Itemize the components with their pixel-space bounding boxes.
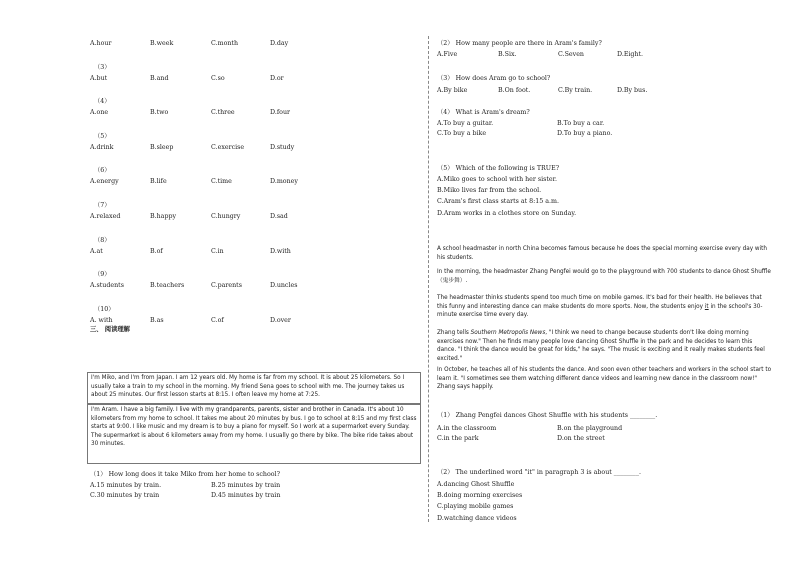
q1-option-a[interactable]: A.15 minutes by train. bbox=[90, 482, 162, 489]
question-number: （7） bbox=[94, 202, 111, 209]
option-a[interactable]: A.relaxed bbox=[90, 213, 121, 220]
option-c[interactable]: C.of bbox=[211, 316, 224, 324]
dq2-option-d[interactable]: D.watching dance videos bbox=[437, 515, 517, 522]
dq2-option-a[interactable]: A.dancing Ghost Shuffle bbox=[437, 481, 515, 488]
option-b[interactable]: B.of bbox=[150, 247, 163, 255]
option-d[interactable]: D.money bbox=[270, 178, 298, 186]
q1-option-d[interactable]: D.45 minutes by train bbox=[211, 492, 281, 499]
q3-question: （3） How does Aram go to school? bbox=[437, 75, 551, 82]
option-d[interactable]: D.sad bbox=[270, 213, 288, 220]
dance-p4-after: , "I think we need to change because students don't like doing morning exercises now." Then he finds many people love dancing Ghost Shuffle in the park and he decides to learn this dance. "I think the dance would be great for kids," he says. "The music is exciting and it really makes students feel excited." bbox=[437, 330, 765, 362]
option-a[interactable]: A.students bbox=[90, 282, 124, 290]
option-a[interactable]: A.but bbox=[90, 74, 108, 82]
passage-aram-box bbox=[87, 404, 421, 464]
dq1-option-a[interactable]: A.in the classroom bbox=[437, 425, 497, 432]
q5-option-c[interactable]: C.Aram's first class starts at 8:15 a.m. bbox=[437, 198, 560, 205]
option-c[interactable]: C.three bbox=[211, 109, 235, 117]
option-d[interactable]: D.uncles bbox=[270, 282, 298, 290]
q2-question: （2） How many people are there in Aram's family? bbox=[437, 40, 602, 47]
option-a[interactable]: A.one bbox=[90, 109, 109, 117]
dq1-option-c[interactable]: C.in the park bbox=[437, 435, 479, 442]
q3-option-d[interactable]: D.By bus. bbox=[617, 87, 648, 94]
q2-option-d[interactable]: D.Eight. bbox=[617, 51, 644, 58]
option-d[interactable]: D.or bbox=[270, 74, 284, 82]
option-d[interactable]: D.over bbox=[270, 316, 291, 324]
dq2-option-b[interactable]: B.doing morning exercises bbox=[437, 492, 523, 499]
dance-p3-before: The headmaster thinks students spend too much time on mobile games. It's bad for their health. He believes that this funny and interesting dance can make students do more sports. Now, the students enjoy bbox=[437, 295, 762, 310]
question-number: （9） bbox=[94, 271, 111, 279]
q4-option-d[interactable]: D.To buy a piano. bbox=[557, 130, 613, 137]
option-b[interactable]: B.sleep bbox=[150, 143, 174, 151]
dance-paragraph-3 bbox=[437, 294, 773, 320]
q2-option-c[interactable]: C.Seven bbox=[558, 51, 584, 58]
option-c[interactable]: C.hungry bbox=[211, 213, 241, 220]
dq2-option-c[interactable]: C.playing mobile games bbox=[437, 503, 514, 510]
passage-miko-box bbox=[87, 372, 421, 404]
option-b[interactable]: B.and bbox=[150, 74, 169, 82]
dq1-question: （1） Zhang Pengfei dances Ghost Shuffle with his students ________. bbox=[437, 412, 658, 419]
q4-option-a[interactable]: A.To buy a guitar. bbox=[437, 120, 494, 127]
option-a[interactable]: A. with bbox=[90, 316, 113, 324]
q1-option-c[interactable]: C.30 minutes by train bbox=[90, 492, 160, 499]
dance-paragraph-2: In the morning, the headmaster Zhang Pengfei would go to the playground with 700 students to dance Ghost Shuffle（鬼步舞）. bbox=[437, 269, 771, 284]
q1-question: （1） How long does it take Miko from her home to school? bbox=[90, 471, 280, 478]
q3-option-a[interactable]: A.By bike bbox=[437, 87, 468, 94]
question-number: （8） bbox=[94, 236, 111, 244]
option-c[interactable]: C.exercise bbox=[211, 143, 245, 151]
passage-miko-text: I'm Miko, and I'm from Japan. I am 12 years old. My home is far from my school. It is about 25 kilometers. So I usually take a train to my school in the morning. My friend Sena goes to school with me. The journey takes us about 25 minutes. Our first lesson starts at 8:15. I often leave my home at 7:25. bbox=[91, 375, 405, 399]
column-divider bbox=[428, 36, 429, 522]
question-number: （10） bbox=[94, 305, 115, 313]
dq2-question: （2） The underlined word "it" in paragraph 3 is about ________. bbox=[437, 469, 641, 476]
q4-option-c[interactable]: C.To buy a bike bbox=[437, 130, 487, 137]
dance-p3-after: in the school's 30-minute exercise time every day. bbox=[437, 303, 763, 319]
option-c[interactable]: C.parents bbox=[211, 282, 242, 290]
question-number: （3） bbox=[94, 63, 111, 71]
q2-option-b[interactable]: B.Six. bbox=[498, 51, 517, 58]
section-heading: 三、 阅读理解 bbox=[90, 326, 130, 333]
question-number: （6） bbox=[94, 167, 111, 175]
option-a[interactable]: A.energy bbox=[90, 178, 119, 186]
dq1-option-d[interactable]: D.on the street bbox=[557, 435, 605, 442]
option-b[interactable]: B.teachers bbox=[150, 282, 185, 290]
option-b[interactable]: B.happy bbox=[150, 213, 177, 220]
q2-option-a[interactable]: A.Five bbox=[437, 51, 458, 58]
news-source: Southern Metropolis News bbox=[470, 330, 546, 336]
option-a[interactable]: A.at bbox=[90, 247, 103, 255]
option-d[interactable]: D.four bbox=[270, 109, 291, 117]
option-c[interactable]: C.month bbox=[211, 40, 238, 47]
option-a[interactable]: A.drink bbox=[90, 143, 114, 151]
q5-option-b[interactable]: B.Miko lives far from the school. bbox=[437, 187, 542, 194]
q5-option-d[interactable]: D.Aram works in a clothes store on Sunday. bbox=[437, 210, 577, 217]
option-b[interactable]: B.as bbox=[150, 316, 164, 324]
q3-option-c[interactable]: C.By train. bbox=[558, 87, 593, 94]
dance-paragraph-1: A school headmaster in north China becomes famous because he does the special morning exercise every day with his students. bbox=[437, 246, 767, 261]
question-number: （4） bbox=[94, 98, 111, 106]
option-b[interactable]: B.week bbox=[150, 40, 174, 47]
q4-option-b[interactable]: B.To buy a car. bbox=[557, 120, 605, 127]
option-d[interactable]: D.study bbox=[270, 143, 295, 151]
option-b[interactable]: B.life bbox=[150, 178, 167, 186]
q5-question: （5） Which of the following is TRUE? bbox=[437, 165, 560, 172]
q5-option-a[interactable]: A.Miko goes to school with her sister. bbox=[437, 176, 557, 183]
option-d[interactable]: D.with bbox=[270, 247, 291, 255]
option-c[interactable]: C.so bbox=[211, 74, 225, 82]
option-c[interactable]: C.in bbox=[211, 247, 224, 255]
dance-paragraph-5: In October, he teaches all of his students the dance. And soon even other teachers and workers in the school start to learn it. "I sometimes see them watching different dance videos and learning new dance in the classroom now!" Zhang says happily. bbox=[437, 367, 772, 391]
question-number: （5） bbox=[94, 132, 111, 140]
option-d[interactable]: D.day bbox=[270, 40, 289, 47]
dance-paragraph-4 bbox=[437, 329, 773, 363]
underlined-word-it: it bbox=[704, 303, 709, 310]
dq1-option-b[interactable]: B.on the playground bbox=[557, 425, 623, 432]
q3-option-b[interactable]: B.On foot. bbox=[498, 87, 531, 94]
passage-aram-text: I'm Aram. I have a big family. I live with my grandparents, parents, sister and brother in Canada. It's about 10 kilometers from my home to school. It takes me about 20 minutes by bus. I go to school at 8:15 and my first class starts at 9:00. I like music and my dream is to buy a piano for myself. So I work at a supermarket every Sunday. The supermarket is about 6 kilometers away from my home. I usually go there by bike. The bike ride takes about 30 minutes. bbox=[91, 407, 417, 448]
q4-question: （4） What is Aram's dream? bbox=[437, 109, 530, 116]
option-a[interactable]: A.hour bbox=[90, 40, 112, 47]
dance-p4-before: Zhang tells bbox=[437, 330, 471, 336]
option-c[interactable]: C.time bbox=[211, 178, 232, 186]
q1-option-b[interactable]: B.25 minutes by train bbox=[211, 482, 281, 489]
option-b[interactable]: B.two bbox=[150, 109, 169, 117]
